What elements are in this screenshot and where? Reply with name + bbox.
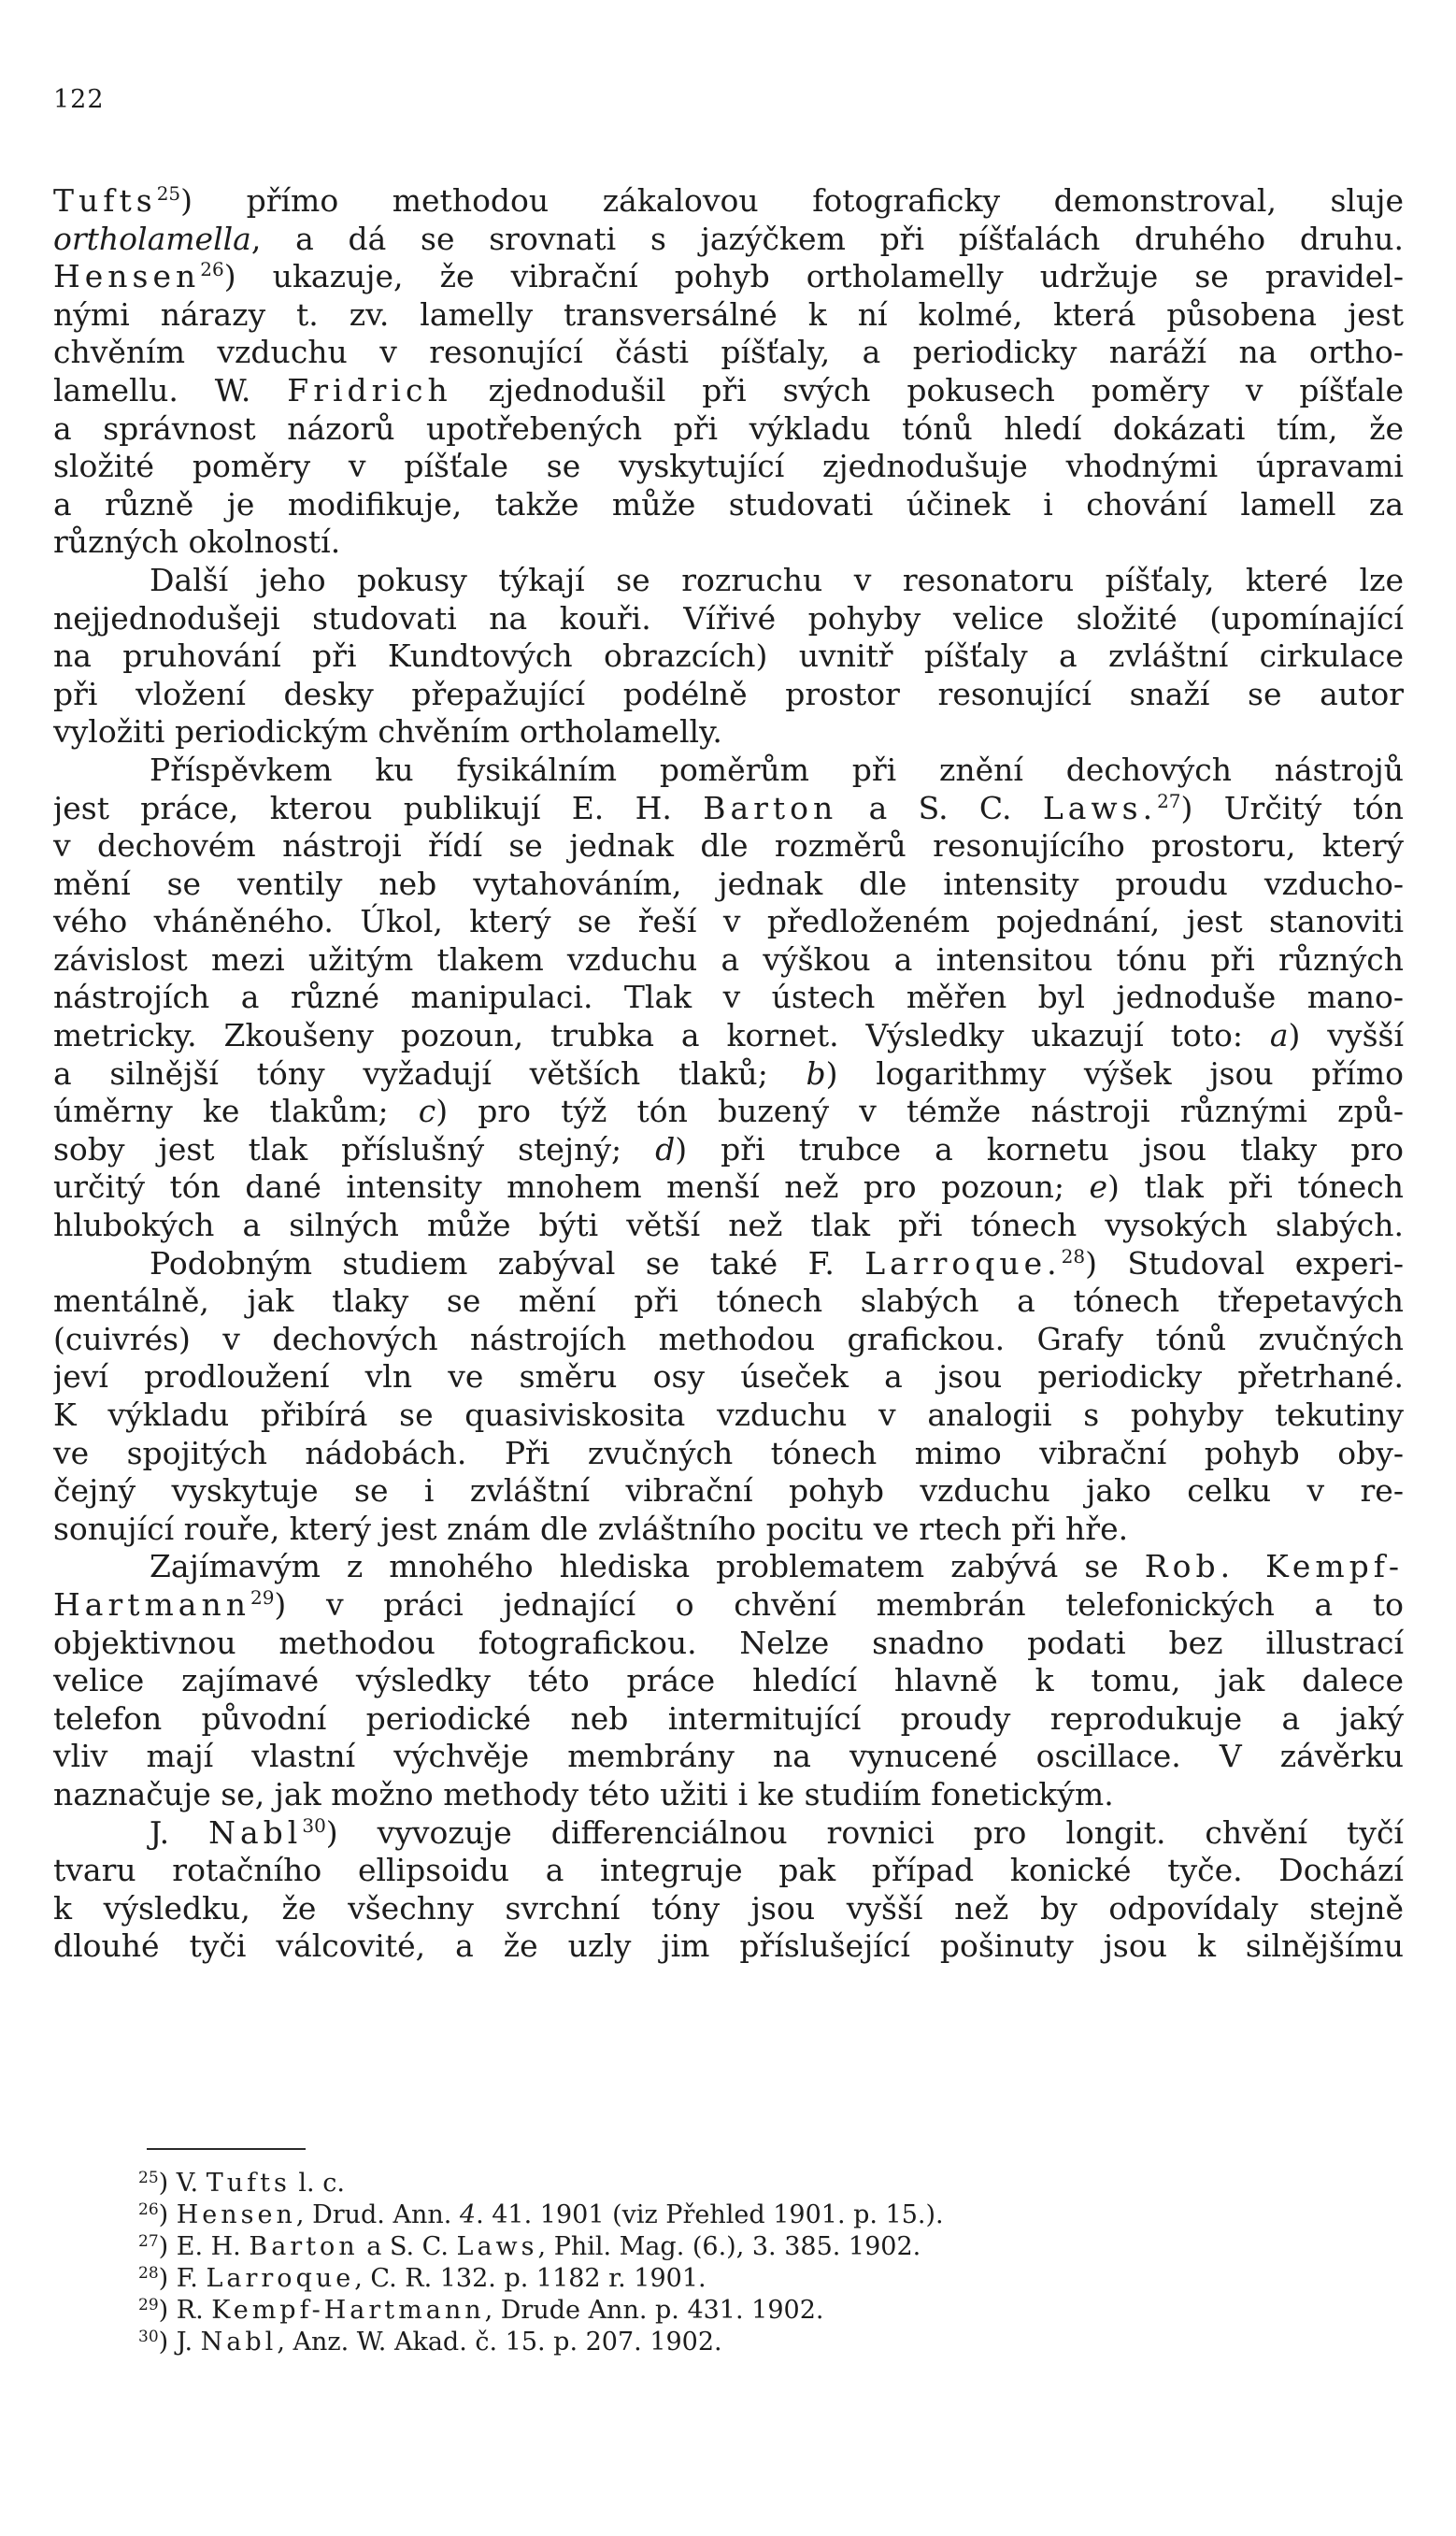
text-line: Hartmann$^{29}$) v práci jednající o chvění membrán telefonických a to	[53, 1585, 1404, 1623]
footnote: $^{25}$) V. Tufts l. c.	[138, 2169, 345, 2198]
page-number: 122	[53, 85, 105, 114]
text-line: K výkladu přibírá se quasiviskosita vzduchu v analogii s pohyby tekutiny	[53, 1397, 1404, 1433]
footnote-separator	[147, 2148, 306, 2150]
text-line: v dechovém nástroji řídí se jednak dle rozměrů resonujícího prostoru, který	[53, 827, 1404, 865]
footnotes	[138, 2168, 1353, 2358]
text-line: sonující rouře, který jest znám dle zvláštního pocitu ve rtech při hře.	[53, 1510, 1129, 1547]
text-line: složité poměry v píšťale se vyskytující zjednodušuje vhodnými úpravami	[53, 448, 1404, 485]
text-line: velice zajímavé výsledky této práce hledící hlavně k tomu, jak dalece	[53, 1662, 1404, 1699]
text-line: jeví prodloužení vln ve směru osy úseček a jsou periodicky přetrhané.	[53, 1358, 1404, 1396]
text-line: na pruhování při Kundtových obrazcích) uvnitř píšťaly a zvláštní cirkulace	[53, 638, 1404, 675]
text-line: tvaru rotačního ellipsoidu a integruje pak případ konické tyče. Dochází	[53, 1852, 1404, 1889]
text-line: telefon původní periodické neb intermitující proudy reprodukuje a jaký	[53, 1699, 1404, 1737]
text-line: dlouhé tyči válcovité, a že uzly jim příslušející pošinuty jsou k silnějšímu	[53, 1927, 1404, 1965]
text-line: chvěním vzduchu v resonující části píšťaly, a periodicky naráží na ortho-	[53, 334, 1404, 371]
text-line: naznačuje se, jak možno methody této užiti i ke studiím fonetickým.	[53, 1775, 1114, 1812]
text-line: Další jeho pokusy týkají se rozruchu v resonatoru píšťaly, které lze	[150, 561, 1404, 598]
text-line: vliv mají vlastní výchvěje membrány na vynucené oscillace. V závěrku	[53, 1738, 1404, 1775]
text-line: Příspěvkem ku fysikálním poměrům při znění dechových nástrojů	[150, 751, 1404, 788]
text-line: metricky. Zkoušeny pozoun, trubka a kornet. Výsledky ukazují toto: a) vyšší	[53, 1017, 1404, 1054]
text-line: vyložiti periodickým chvěním ortholamelly.	[53, 713, 722, 751]
footnote: $^{29}$) R. Kempf-Hartmann, Drude Ann. p. 431. 1902.	[138, 2296, 824, 2325]
text-line: soby jest tlak příslušný stejný; d) při trubce a kornetu jsou tlaky pro	[53, 1130, 1404, 1168]
text-line: jest práce, kterou publikují E. H. Barton a S. C. Laws.$^{27}$) Určitý tón	[53, 789, 1404, 826]
text-line: nejjednodušeji studovati na kouři. Vířivé pohyby velice složité (upomínající	[53, 599, 1404, 637]
footnote: $^{28}$) F. Larroque, C. R. 132. p. 1182 r. 1901.	[138, 2264, 707, 2293]
text-line: a správnost názorů upotřebených při výkladu tónů hledí dokázati tím, že	[53, 409, 1404, 447]
text-line: Hensen$^{26}$) ukazuje, že vibrační pohyb ortholamelly udržuje se pravidel-	[53, 258, 1404, 295]
footnote: $^{26}$) Hensen, Drud. Ann. 4. 41. 1901 (viz Přehled 1901. p. 15.).	[138, 2200, 944, 2229]
text-line: k výsledku, že všechny svrchní tóny jsou vyšší než by odpovídaly stejně	[53, 1889, 1404, 1927]
body-text	[53, 182, 1404, 1966]
text-line: ve spojitých nádobách. Při zvučných tónech mimo vibrační pohyb oby-	[53, 1434, 1404, 1471]
text-line: vého vháněného. Úkol, který se řeší v předloženém pojednání, jest stanoviti	[53, 903, 1404, 940]
text-line: mění se ventily neb vytahováním, jednak dle intensity proudu vzducho-	[53, 865, 1404, 902]
text-line: objektivnou methodou fotografickou. Nelze snadno podati bez illustrací	[53, 1624, 1404, 1661]
footnote: $^{30}$) J. Nabl, Anz. W. Akad. č. 15. p. 207. 1902.	[138, 2328, 722, 2357]
text-line: při vložení desky přepažující podélně prostor resonující snaží se autor	[53, 675, 1404, 712]
text-line: Podobným studiem zabýval se také F. Larroque.$^{28}$) Studoval experi-	[150, 1244, 1404, 1282]
text-line: hlubokých a silných může býti větší než tlak při tónech vysokých slabých.	[53, 1207, 1404, 1244]
text-line: J. Nabl$^{30}$) vyvozuje differenciálnou rovnici pro longit. chvění tyčí	[150, 1813, 1404, 1851]
text-line: Tufts$^{25}$) přímo methodou zákalovou fotograficky demonstroval, sluje	[53, 182, 1404, 219]
text-line: nými nárazy t. zv. lamelly transversálné k ní kolmé, která působena jest	[53, 295, 1404, 333]
text-line: a silnější tóny vyžadují větších tlaků; b) logarithmy výšek jsou přímo	[53, 1054, 1404, 1092]
text-line: určitý tón dané intensity mnohem menší než pro pozoun; e) tlak při tónech	[53, 1168, 1404, 1206]
text-line: závislost mezi užitým tlakem vzduchu a výškou a intensitou tónu při různých	[53, 940, 1404, 978]
text-line: úměrny ke tlakům; c) pro týž tón buzený v témže nástroji různými způ-	[53, 1093, 1404, 1130]
text-line: mentálně, jak tlaky se mění při tónech slabých a tónech třepetavých	[53, 1282, 1404, 1320]
text-line: lamellu. W. Fridrich zjednodušil při svých pokusech poměry v píšťale	[53, 371, 1404, 408]
text-line: ortholamella, a dá se srovnati s jazýčkem při píšťalách druhého druhu.	[53, 220, 1404, 257]
text-line: (cuivrés) v dechových nástrojích methodou grafickou. Grafy tónů zvučných	[53, 1320, 1404, 1357]
text-line: čejný vyskytuje se i zvláštní vibrační pohyb vzduchu jako celku v re-	[53, 1472, 1404, 1510]
text-line: Zajímavým z mnohého hlediska problematem zabývá se Rob. Kempf-	[150, 1548, 1404, 1585]
footnote: $^{27}$) E. H. Barton a S. C. Laws, Phil. Mag. (6.), 3. 385. 1902.	[138, 2232, 921, 2261]
text-line: nástrojích a různé manipulaci. Tlak v ústech měřen byl jednoduše mano-	[53, 979, 1404, 1016]
text-line: různých okolností.	[53, 523, 341, 561]
text-line: a různě je modifikuje, takže může studovati účinek i chování lamell za	[53, 485, 1404, 523]
